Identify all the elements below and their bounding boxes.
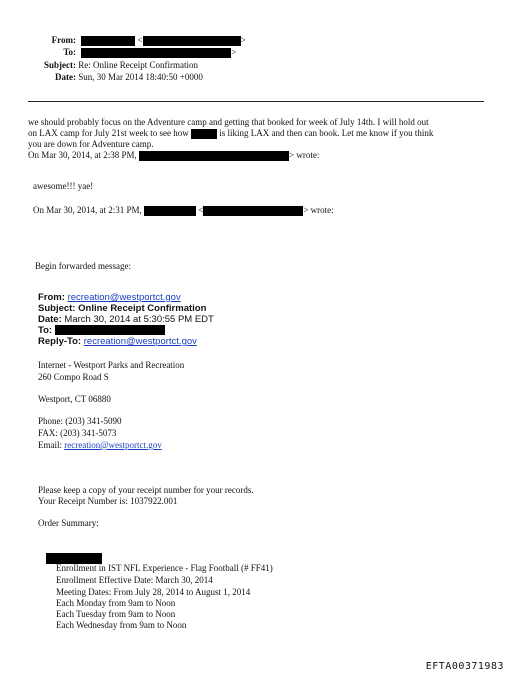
quoted-text: awesome!!! yae! [33,181,94,191]
fwd-date-label: Date: [38,314,62,325]
fwd-subject-value: Online Receipt Confirmation [78,303,207,314]
reply-line-1: we should probably focus on the Adventure camp and getting that booked for week of July 14th. I will hold out [28,117,429,127]
enrollment-effective: Enrollment Effective Date: March 30, 2014 [56,575,213,585]
redacted-sender-email [143,36,241,46]
receipt-number: Your Receipt Number is: 1037922.001 [38,496,178,506]
fwd-from-label: From: [38,292,65,303]
quote-suffix-1: > wrote: [289,150,320,160]
fwd-replyto-link[interactable]: recreation@westportct.gov [83,336,197,347]
schedule-item: Each Monday from 9am to Noon [56,598,176,608]
schedule-item: Each Tuesday from 9am to Noon [56,609,176,619]
org-street: 260 Compo Road S [38,372,109,382]
reply-line-2b: is liking LAX and then can book. Let me know if you think [219,128,434,138]
redacted-quoted-name [144,206,196,216]
quote-prefix-2: On Mar 30, 2014, at 2:31 PM, [33,205,142,215]
quote-attribution-1 [28,150,319,161]
fwd-from-link[interactable]: recreation@westportct.gov [67,292,181,303]
fwd-replyto-label: Reply-To: [38,336,82,347]
date-label: Date: [55,72,76,82]
org-email-row [38,440,162,451]
enrollment-title: Enrollment in IST NFL Experience - Flag Football (# FF41) [56,563,273,573]
forwarded-intro: Begin forwarded message: [35,261,131,271]
from-label: From: [51,35,76,45]
header-date-row [0,72,203,83]
org-city: Westport, CT 06880 [38,394,111,404]
org-name: Internet - Westport Parks and Recreation [38,360,185,370]
fwd-to-label: To: [38,325,53,336]
date-value: Sun, 30 Mar 2014 18:40:50 +0000 [78,72,203,82]
angle-close: > [240,35,246,45]
fwd-to-row [38,325,165,336]
subject-label: Subject: [44,60,76,70]
quote-attribution-2 [33,205,334,216]
redacted-fwd-recipient [55,325,165,335]
org-phone: Phone: (203) 341-5090 [38,416,122,426]
reply-line-2a: on LAX camp for July 21st week to see how [28,128,189,138]
redacted-quoted-email [203,206,303,216]
angle-open-2: < [198,205,204,215]
org-email-label: Email: [38,440,62,450]
header-to-row [0,47,236,58]
schedule-item: Each Wednesday from 9am to Noon [56,620,187,630]
redacted-recipient [81,48,231,58]
fwd-date-row [38,314,214,325]
quote-suffix-2: > wrote: [303,205,334,215]
header-subject-row [0,60,198,71]
redacted-sender-name [81,36,135,46]
quote-prefix-1: On Mar 30, 2014, at 2:38 PM, [28,150,137,160]
header-from-row [0,35,246,46]
bates-number: EFTA00371983 [425,661,504,672]
org-fax: FAX: (203) 341-5073 [38,428,117,438]
reply-line-2 [28,128,433,139]
fwd-from-row [38,292,181,303]
redacted-quoted-sender [139,151,289,161]
fwd-subject-label: Subject: [38,303,76,314]
redacted-name [191,129,217,139]
receipt-keep-copy: Please keep a copy of your receipt number for your records. [38,485,254,495]
to-label: To: [63,47,76,57]
enrollment-meeting: Meeting Dates: From July 28, 2014 to August 1, 2014 [56,587,251,597]
order-summary-label: Order Summary: [38,518,99,528]
angle-open: < [137,35,143,45]
fwd-date-value: March 30, 2014 at 5:30:55 PM EDT [64,314,214,325]
header-divider [28,101,484,102]
fwd-replyto-row [38,336,197,347]
subject-value: Re: Online Receipt Confirmation [78,60,198,70]
angle-close: > [231,47,237,57]
fwd-subject-row [38,303,206,314]
reply-line-3: you are down for Adventure camp. [28,139,154,149]
org-email-link[interactable]: recreation@westportct.gov [64,440,162,450]
